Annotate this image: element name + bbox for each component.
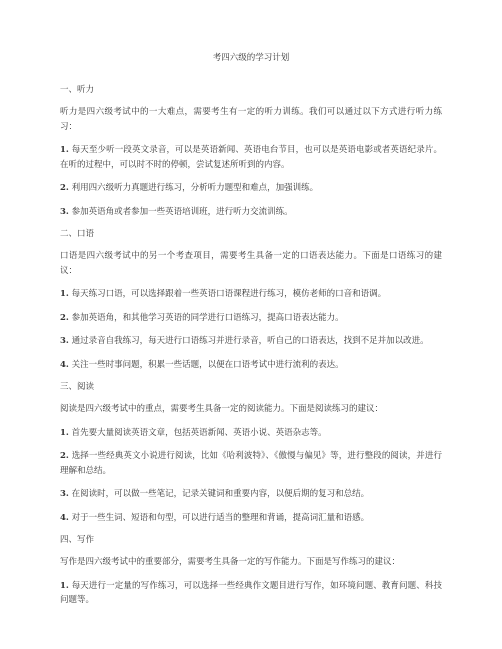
section-speaking xyxy=(60,228,442,372)
list-item xyxy=(60,287,442,302)
item-number: 4. xyxy=(60,359,69,370)
item-text: 参加英语角，和其他学习英语的同学进行口语练习，提高口语表达能力。 xyxy=(68,312,344,323)
item-number: 1. xyxy=(60,289,69,299)
list-item xyxy=(60,511,442,526)
list-item xyxy=(60,449,442,478)
item-text: 每天至少听一段英文录音，可以是英语新闻、英语电台节目，也可以是英语电影或者英语纪录片。在听的过程中，可以时不时的停顿，尝试复述所听到的内容。 xyxy=(60,145,442,170)
item-text: 选择一些经典英文小说进行阅读，比如《哈利波特》、《傲慢与偏见》等，进行整段的阅读，并进行理解和总结。 xyxy=(60,451,442,476)
list-item xyxy=(60,311,442,326)
section-heading: 二、口语 xyxy=(60,229,95,239)
list-item xyxy=(60,487,442,502)
section-listening xyxy=(60,84,442,219)
item-number: 2. xyxy=(60,183,69,193)
item-text: 在阅读时，可以做一些笔记，记录关键词和重要内容，以便后期的复习和总结。 xyxy=(68,489,370,499)
item-text: 通过录音自我练习，每天进行口语练习并进行录音，听自己的口语表达，找到不足并加以改进。 xyxy=(68,336,429,346)
section-writing xyxy=(60,534,442,608)
document-title: 考四六级的学习计划 xyxy=(212,53,290,63)
section-intro: 听力是四六级考试中的一大难点，需要考生有一定的听力训练。我们可以通过以下方式进行听力练习： xyxy=(60,107,442,132)
item-number: 3. xyxy=(60,489,69,499)
section-intro: 阅读是四六级考试中的重点，需要考生具备一定的阅读能力。下面是阅读练习的建议： xyxy=(60,404,384,414)
item-number: 1. xyxy=(60,145,69,155)
item-number: 1. xyxy=(60,427,69,438)
list-item xyxy=(60,143,442,172)
list-item xyxy=(60,426,442,441)
item-number: 4. xyxy=(60,512,69,523)
item-number: 1. xyxy=(60,580,69,591)
section-intro: 口语是四六级考试中的另一个考查项目，需要考生具备一定的口语表达能力。下面是口语练习的建议： xyxy=(60,251,442,276)
item-number: 2. xyxy=(60,312,69,323)
item-number: 2. xyxy=(60,451,69,461)
section-reading xyxy=(60,381,442,525)
section-heading: 四、写作 xyxy=(60,535,95,545)
item-number: 3. xyxy=(60,206,69,217)
section-heading: 三、阅读 xyxy=(60,382,95,392)
list-item xyxy=(60,334,442,349)
item-text: 每天进行一定量的写作练习，可以选择一些经典作文题目进行写作，如环境问题、教育问题、科技问题等。 xyxy=(60,580,442,605)
section-heading: 一、听力 xyxy=(60,85,95,95)
item-number: 3. xyxy=(60,336,69,346)
list-item xyxy=(60,579,442,608)
list-item xyxy=(60,205,442,220)
item-text: 关注一些时事问题，积累一些话题，以便在口语考试中进行流利的表达。 xyxy=(68,359,344,370)
item-text: 利用四六级听力真题进行练习，分析听力题型和难点，加强训练。 xyxy=(68,183,319,193)
section-intro: 写作是四六级考试中的重要部分，需要考生具备一定的写作能力。下面是写作练习的建议： xyxy=(60,557,401,567)
item-text: 参加英语角或者参加一些英语培训班，进行听力交流训练。 xyxy=(68,206,293,217)
list-item xyxy=(60,358,442,373)
list-item xyxy=(60,181,442,196)
item-text: 首先要大量阅读英语文章，包括英语新闻、英语小说、英语杂志等。 xyxy=(68,427,327,438)
item-text: 每天练习口语，可以选择跟着一些英语口语课程进行练习，模仿老师的口音和语调。 xyxy=(68,289,387,299)
item-text: 对于一些生词、短语和句型，可以进行适当的整理和背诵，提高词汇量和语感。 xyxy=(68,512,370,523)
